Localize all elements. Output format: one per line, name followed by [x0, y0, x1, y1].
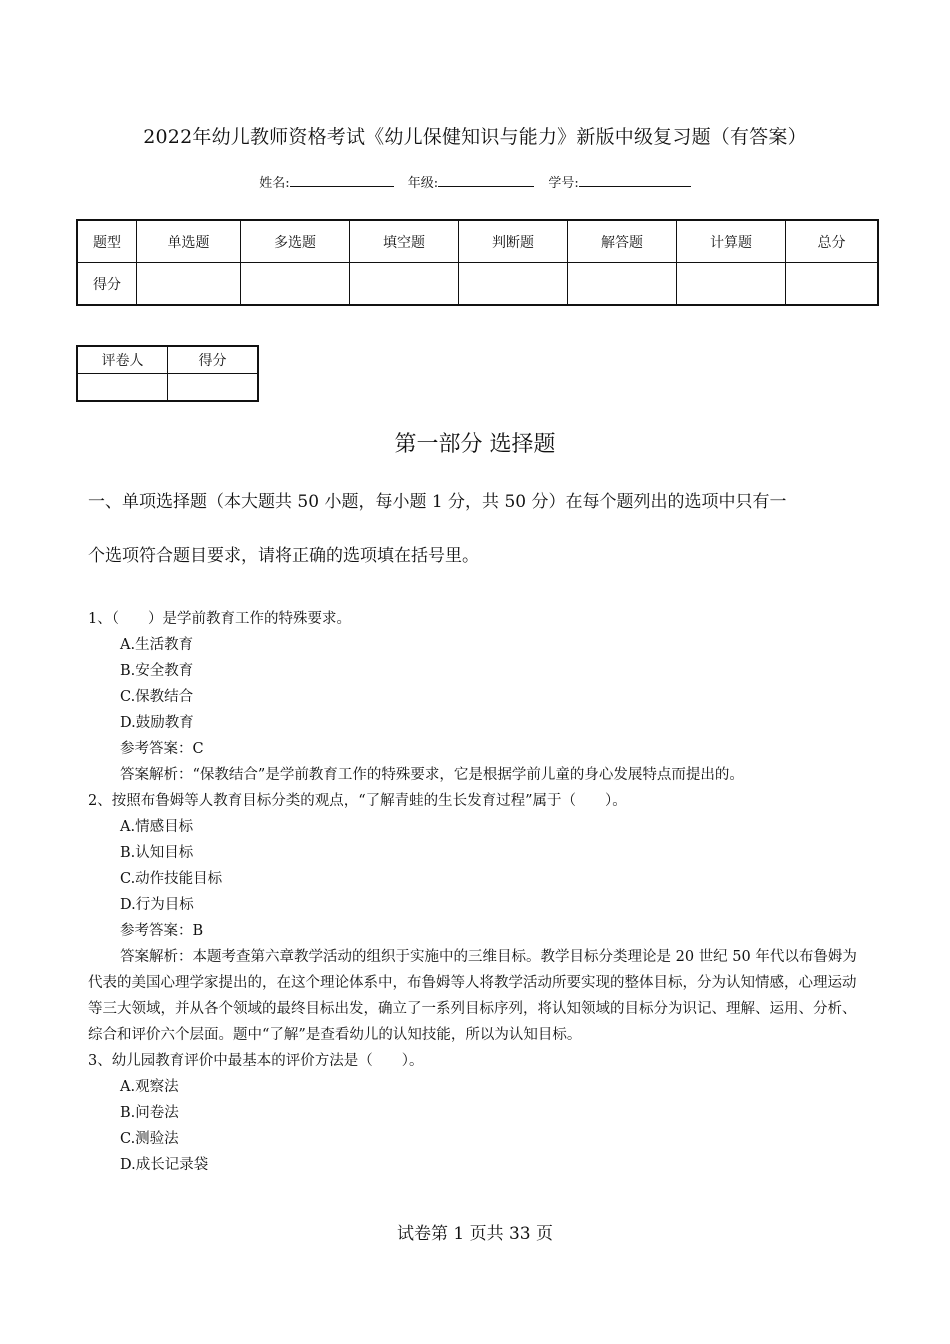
grade-label: 年级: — [407, 176, 439, 191]
question-list — [88, 606, 868, 1178]
question-option: D.鼓励教育 — [120, 715, 194, 731]
answer-explanation: 答案解析：本题考查第六章教学活动的组织于实施中的三维目标。教学目标分类理论是 20 世纪 50 年代以布鲁姆为代表的美国心理学家提出的，在这个理论体系中，布鲁姆等人将教学活动所要实现的整体目标，分为认知情感，心理运动等三大领域，并从各个领域的最终目标出发，确立了一系列目标序列，将认知领域的目标分为识记、理解、运用、分析、综合和评价六个层面。题中“了解”是查看幼儿的认知技能，所以为认知目标。 — [88, 949, 857, 1043]
score-col-total: 总分 — [786, 220, 879, 263]
question-option: A.情感目标 — [120, 819, 194, 835]
answer-explanation: 答案解析：“保教结合”是学前教育工作的特殊要求，它是根据学前儿童的身心发展特点而提出的。 — [120, 767, 744, 783]
score-col-judge: 判断题 — [459, 220, 568, 263]
student-info-line — [0, 172, 950, 191]
section-instruction-line2: 个选项符合题目要求，请将正确的选项填在括号里。 — [88, 546, 479, 566]
score-table — [76, 219, 879, 306]
score-col-calc: 计算题 — [677, 220, 786, 263]
question-option: C.动作技能目标 — [120, 871, 223, 887]
question-stem: 2、按照布鲁姆等人教育目标分类的观点，“了解青蛙的生长发育过程”属于（ ）。 — [88, 793, 627, 809]
score-table-score-row — [77, 263, 878, 306]
score-table-header-label: 题型 — [77, 220, 137, 263]
page-title: 2022年幼儿教师资格考试《幼儿保健知识与能力》新版中级复习题（有答案） — [143, 126, 807, 148]
question-option: D.成长记录袋 — [120, 1157, 209, 1173]
score-cell — [459, 263, 568, 306]
score-col-multiple: 多选题 — [241, 220, 350, 263]
question-option: B.认知目标 — [120, 845, 194, 861]
question-stem: 1、（ ）是学前教育工作的特殊要求。 — [88, 611, 351, 627]
grader-score-label: 得分 — [168, 346, 259, 374]
question-option: B.问卷法 — [120, 1105, 179, 1121]
question-option: D.行为目标 — [120, 897, 194, 913]
question-option: C.测验法 — [120, 1131, 179, 1147]
question-option: C.保教结合 — [120, 689, 194, 705]
section-instruction-line1: 一、单项选择题（本大题共 50 小题，每小题 1 分，共 50 分）在每个题列出的选项中只有一 — [88, 492, 787, 512]
score-cell — [677, 263, 786, 306]
score-col-single: 单选题 — [137, 220, 241, 263]
name-label: 姓名: — [259, 176, 290, 191]
id-label: 学号: — [548, 176, 579, 191]
score-col-answer: 解答题 — [568, 220, 677, 263]
score-cell — [350, 263, 459, 306]
score-col-fill: 填空题 — [350, 220, 459, 263]
score-cell — [568, 263, 677, 306]
grader-table — [76, 345, 259, 402]
question-stem: 3、幼儿园教育评价中最基本的评价方法是（ ）。 — [88, 1053, 424, 1069]
grader-score-cell — [168, 374, 259, 402]
score-row-label: 得分 — [77, 263, 137, 306]
grader-cell — [77, 374, 168, 402]
reference-answer: 参考答案：C — [120, 741, 204, 757]
page-footer: 试卷第 1 页共 33 页 — [396, 1224, 554, 1244]
score-table-header-row — [77, 220, 878, 263]
question-option: A.生活教育 — [120, 637, 194, 653]
name-blank — [290, 174, 394, 187]
score-cell — [241, 263, 350, 306]
section-title: 第一部分 选择题 — [394, 432, 556, 457]
score-cell — [137, 263, 241, 306]
id-blank — [579, 174, 691, 187]
reference-answer: 参考答案：B — [120, 923, 204, 939]
question-option: A.观察法 — [120, 1079, 179, 1095]
question-option: B.安全教育 — [120, 663, 194, 679]
grader-label: 评卷人 — [77, 346, 168, 374]
score-cell — [786, 263, 879, 306]
grade-blank — [438, 174, 534, 187]
